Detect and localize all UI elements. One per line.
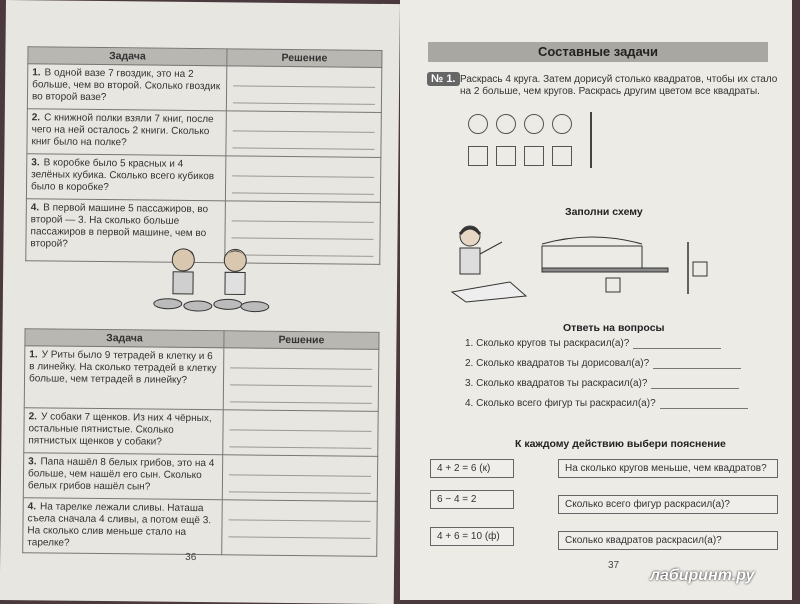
circles-row bbox=[468, 114, 580, 139]
scheme-heading: Заполни схему bbox=[565, 206, 643, 218]
explanation-box[interactable]: Сколько всего фигур раскрасил(а)? bbox=[558, 495, 778, 514]
divider-line bbox=[590, 112, 592, 168]
page-number: 37 bbox=[608, 560, 620, 571]
table-row bbox=[26, 154, 380, 203]
squares-row bbox=[468, 146, 580, 171]
task-text: В первой машине 5 пассажиров, во второй — 3. На сколько больше пассажиров в первой машине, чем во второй? bbox=[30, 202, 209, 250]
list-item: 2. Сколько квадратов ты дорисовал(а)? bbox=[465, 358, 748, 369]
table-header-task: Задача bbox=[28, 47, 227, 66]
circle-shape[interactable] bbox=[496, 114, 516, 134]
list-item: 4. Сколько всего фигур ты раскрасил(а)? bbox=[465, 398, 748, 409]
circle-shape[interactable] bbox=[524, 114, 544, 134]
right-page bbox=[400, 0, 792, 600]
task-table-1 bbox=[25, 46, 382, 265]
table-row bbox=[24, 408, 378, 457]
answer-cell[interactable] bbox=[225, 156, 380, 203]
scheme-diagram bbox=[540, 228, 720, 300]
answer-line[interactable] bbox=[651, 378, 739, 389]
task-number: 1. bbox=[29, 349, 38, 361]
task-number: 1. bbox=[32, 67, 41, 79]
table-header-solution: Решение bbox=[224, 331, 379, 350]
table-row bbox=[27, 64, 381, 113]
questions-list bbox=[465, 338, 748, 418]
answer-line[interactable] bbox=[660, 398, 748, 409]
section-title: Составные задачи bbox=[428, 42, 768, 62]
list-item: 3. Сколько квадратов ты раскрасил(а)? bbox=[465, 378, 748, 389]
task-text: У собаки 7 щенков. Из них 4 чёрных, остальные пятнистые. Сколько пятнистых щенков у собаки? bbox=[28, 411, 212, 448]
girl-drawing-illustration bbox=[440, 222, 540, 304]
table-row bbox=[23, 453, 377, 502]
task-number: 3. bbox=[28, 456, 37, 468]
table-row bbox=[24, 346, 379, 412]
answer-cell[interactable] bbox=[226, 66, 381, 113]
task-number: 3. bbox=[31, 157, 40, 169]
expression-box[interactable]: 6 − 4 = 2 bbox=[430, 490, 514, 509]
circle-shape[interactable] bbox=[468, 114, 488, 134]
task-text: В коробке было 5 красных и 4 зелёных кубика. Сколько всего кубиков было в коробке? bbox=[30, 157, 215, 194]
match-heading: К каждому действию выбери пояснение bbox=[515, 438, 726, 450]
answer-cell[interactable] bbox=[223, 410, 378, 457]
answer-cell[interactable] bbox=[223, 348, 379, 412]
watermark: лабиринт.ру bbox=[650, 567, 755, 584]
table-header-task: Задача bbox=[25, 329, 224, 348]
task-number: 2. bbox=[31, 112, 41, 124]
task-table-2 bbox=[22, 328, 379, 557]
questions-heading: Ответь на вопросы bbox=[563, 322, 665, 334]
task-instruction: Раскрась 4 круга. Затем дорисуй столько квадратов, чтобы их стало на 2 больше, чем кругов. Раскрась другим цветом все квадраты. bbox=[460, 74, 778, 97]
table-row bbox=[23, 498, 378, 557]
table-row bbox=[27, 109, 381, 158]
children-illustration bbox=[143, 241, 274, 322]
task-text: С книжной полки взяли 7 книг, после чего на ней осталось 2 книги. Сколько книг было на полке? bbox=[31, 112, 214, 149]
task-text: На тарелке лежали сливы. Наташа съела сначала 4 сливы, а потом ещё 3. На сколько слив меньше стало на тарелке? bbox=[27, 501, 212, 549]
explanation-box[interactable]: Сколько квадратов раскрасил(а)? bbox=[558, 531, 778, 550]
list-item: 1. Сколько кругов ты раскрасил(а)? bbox=[465, 338, 748, 349]
task-text: У Риты было 9 тетрадей в клетку и 6 в линейку. На сколько тетрадей в клетку больше, чем тетрадей в линейку? bbox=[28, 349, 217, 386]
explanation-box[interactable]: На сколько кругов меньше, чем квадратов? bbox=[558, 459, 778, 478]
table-header-solution: Решение bbox=[227, 49, 382, 68]
task-text: В одной вазе 7 гвоздик, это на 2 больше, чем во второй. Сколько гвоздик во второй вазе? bbox=[31, 67, 221, 104]
task-text: Папа нашёл 8 белых грибов, это на 4 больше, чем нашёл его сын. Сколько белых грибов нашёл сын? bbox=[27, 456, 215, 493]
square-shape[interactable] bbox=[468, 146, 488, 166]
task-number: 4. bbox=[27, 501, 37, 513]
answer-cell[interactable] bbox=[222, 455, 377, 502]
answer-cell[interactable] bbox=[222, 500, 378, 557]
circle-shape[interactable] bbox=[552, 114, 572, 134]
expression-box[interactable]: 4 + 2 = 6 (к) bbox=[430, 459, 514, 478]
square-shape[interactable] bbox=[496, 146, 516, 166]
answer-cell[interactable] bbox=[226, 111, 381, 158]
answer-line[interactable] bbox=[633, 338, 721, 349]
task-badge: № 1. bbox=[427, 72, 460, 86]
task-number: 4. bbox=[30, 202, 40, 214]
task-number: 2. bbox=[28, 411, 38, 423]
page-number: 36 bbox=[185, 551, 197, 564]
square-shape[interactable] bbox=[524, 146, 544, 166]
expression-box[interactable]: 4 + 6 = 10 (ф) bbox=[430, 527, 514, 546]
square-shape[interactable] bbox=[552, 146, 572, 166]
answer-line[interactable] bbox=[653, 358, 741, 369]
